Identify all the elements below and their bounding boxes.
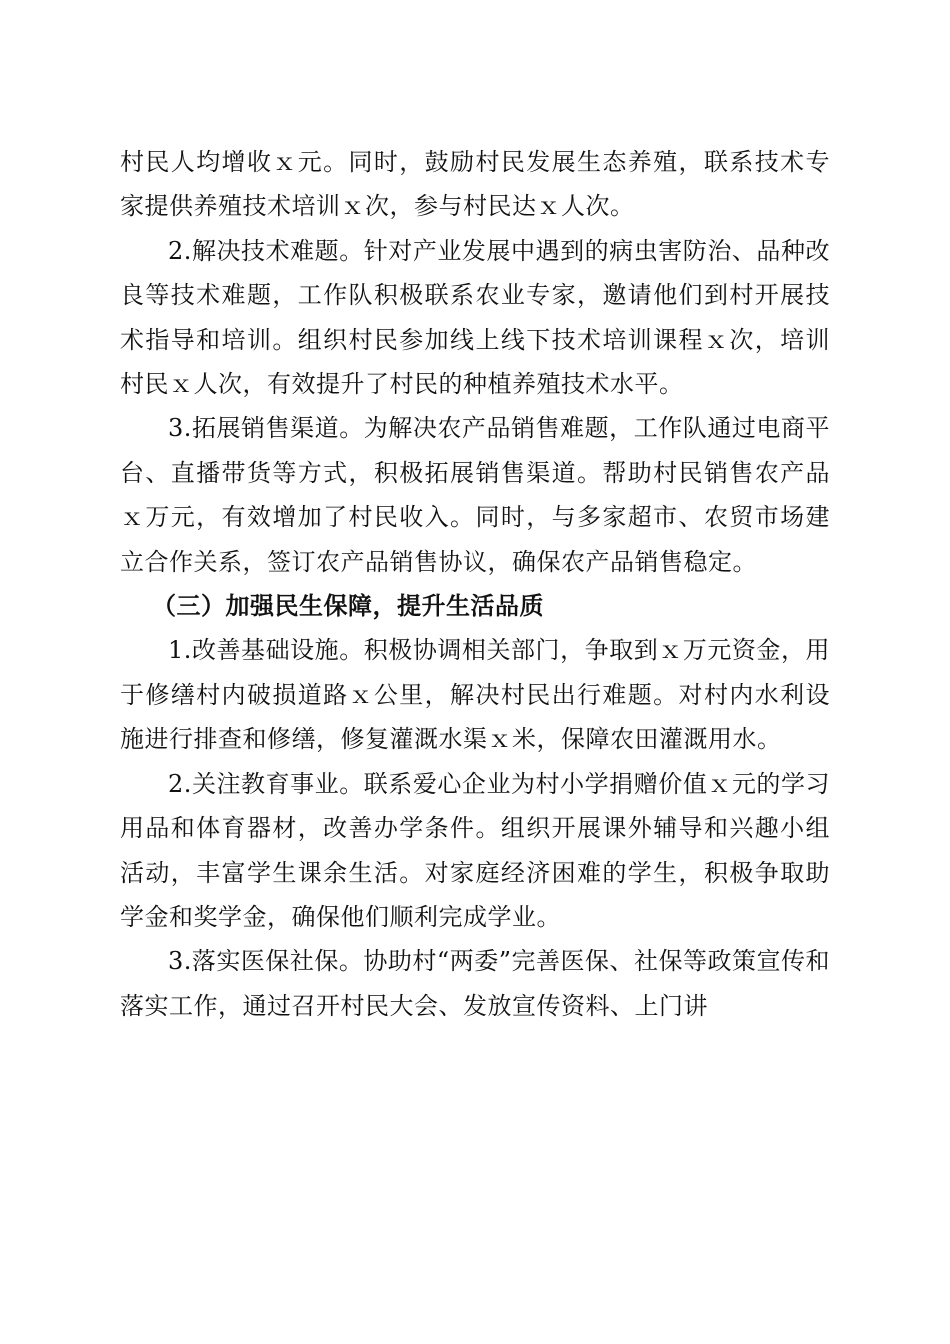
paragraph-2: 2.解决技术难题。针对产业发展中遇到的病虫害防治、品种改良等技术难题，工作队积极联系农业专家，邀请他们到村开展技术指导和培训。组织村民参加线上线下技术培训课程ｘ次，培训村民ｘ人次，有效提升了村民的种植养殖技术水平。: [120, 236, 830, 399]
section-heading: （三）加强民生保障，提升生活品质: [152, 591, 544, 621]
document-body: [120, 140, 830, 1028]
paragraph-4: 1.改善基础设施。积极协调相关部门，争取到ｘ万元资金，用于修缮村内破损道路ｘ公里，解决村民出行难题。对村内水利设施进行排查和修缮，修复灌溉水渠ｘ米，保障农田灌溉用水。: [120, 636, 830, 754]
paragraph-3: 3.拓展销售渠道。为解决农产品销售难题，工作队通过电商平台、直播带货等方式，积极拓展销售渠道。帮助村民销售农产品ｘ万元，有效增加了村民收入。同时，与多家超市、农贸市场建立合作关系，签订农产品销售协议，确保农产品销售稳定。: [120, 414, 830, 576]
paragraph-1: 村民人均增收ｘ元。同时，鼓励村民发展生态养殖，联系技术专家提供养殖技术培训ｘ次，参与村民达ｘ人次。: [120, 148, 830, 221]
paragraph-6: 3.落实医保社保。协助村“两委”完善医保、社保等政策宣传和落实工作，通过召开村民大会、发放宣传资料、上门讲: [120, 947, 830, 1020]
paragraph-5: 2.关注教育事业。联系爱心企业为村小学捐赠价值ｘ元的学习用品和体育器材，改善办学条件。组织开展课外辅导和兴趣小组活动，丰富学生课余生活。对家庭经济困难的学生，积极争取助学金和奖学金，确保他们顺利完成学业。: [120, 769, 830, 931]
